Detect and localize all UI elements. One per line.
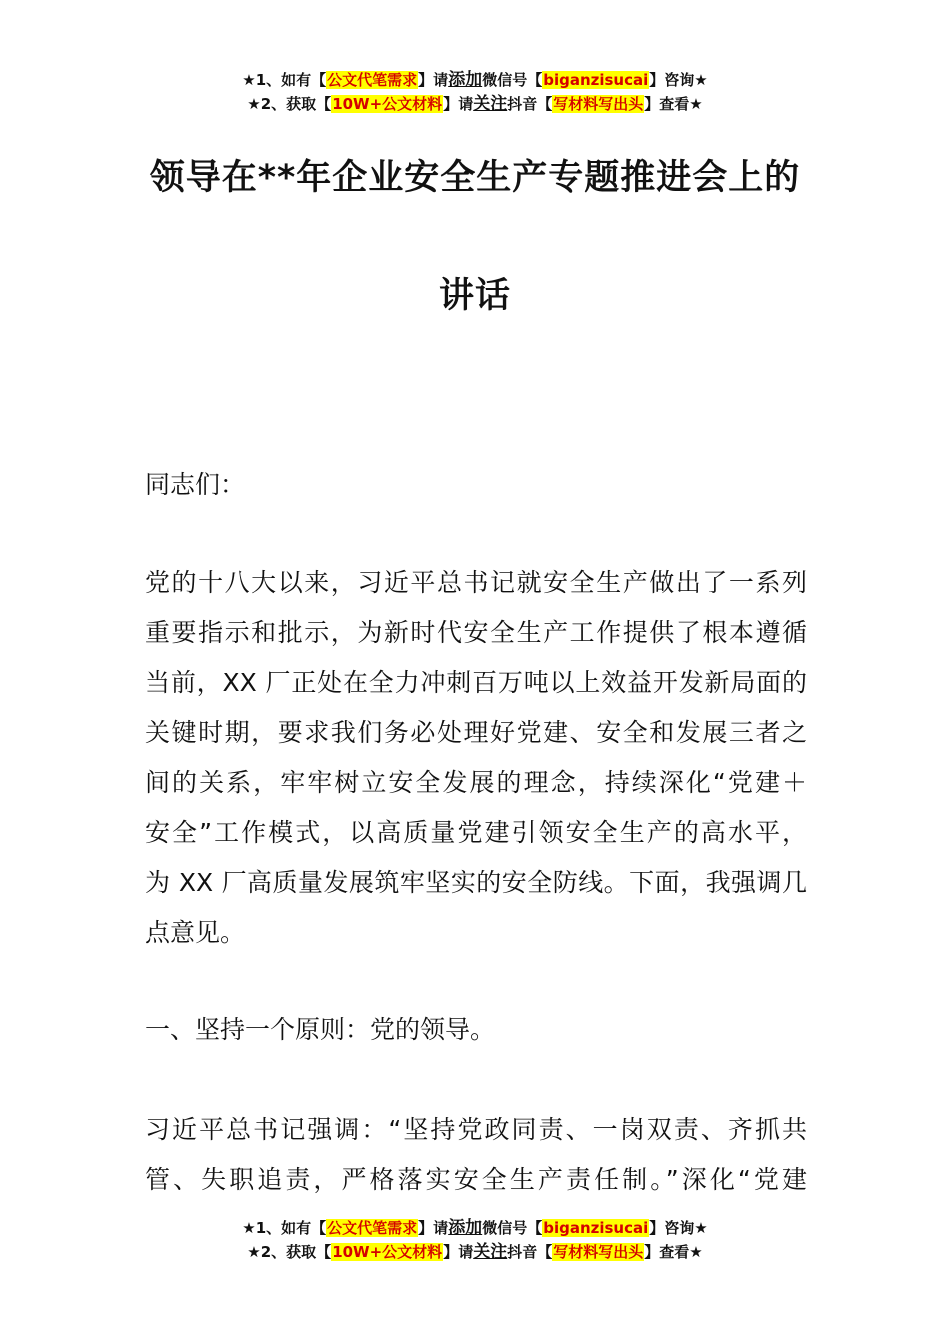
material-highlight: 10W+公文材料 (332, 95, 443, 113)
text-line: 习近平总书记强调：“坚持党政同责、一岗双责、齐抓共 (145, 1115, 807, 1144)
text-line: 间的关系，牢牢树立安全发展的理念，持续深化“党建＋ (145, 768, 807, 797)
service-highlight: 公文代笔需求 (327, 1219, 418, 1237)
banner-line-1: ★1、如有【公文代笔需求】请添加微信号【biganzisucai】咨询★ (242, 70, 708, 90)
section-heading-1: 一、坚持一个原则：党的领导。 (145, 1015, 496, 1044)
paragraph-section-1 (145, 1105, 807, 1205)
wechat-id-highlight: biganzisucai (543, 71, 649, 89)
douyin-highlight: 写材料写出头 (553, 1243, 644, 1261)
text-line: 党的十八大以来，习近平总书记就安全生产做出了一系列 (145, 568, 807, 597)
wechat-id-highlight: biganzisucai (543, 1219, 649, 1237)
paragraph-intro (145, 558, 807, 958)
banner-line-2: ★2、获取【10W+公文材料】请关注抖音【写材料写出头】查看★ (247, 94, 703, 114)
footer-banner (0, 1216, 950, 1264)
material-highlight: 10W+公文材料 (332, 1243, 443, 1261)
document-title-line-2: 讲话 (438, 276, 511, 316)
text-line: 重要指示和批示，为新时代安全生产工作提供了根本遵循 (145, 618, 807, 647)
banner-line-1: ★1、如有【公文代笔需求】请添加微信号【biganzisucai】咨询★ (242, 1218, 708, 1238)
service-highlight: 公文代笔需求 (327, 71, 418, 89)
banner-line-2: ★2、获取【10W+公文材料】请关注抖音【写材料写出头】查看★ (247, 1242, 703, 1262)
header-banner (0, 68, 950, 116)
salutation: 同志们： (145, 470, 246, 499)
text-line: 管、失职追责，严格落实安全生产责任制。”深化“党建 (145, 1165, 807, 1194)
text-line: 为 XX 厂高质量发展筑牢坚实的安全防线。下面，我强调几 (145, 868, 807, 897)
text-line: 安全”工作模式，以高质量党建引领安全生产的高水平， (145, 818, 807, 847)
text-line: 点意见。 (145, 918, 246, 947)
text-line: 当前，XX 厂正处在全力冲刺百万吨以上效益开发新局面的 (145, 668, 807, 697)
text-line: 关键时期，要求我们务必处理好党建、安全和发展三者之 (145, 718, 807, 747)
document-title-line-1: 领导在**年企业安全生产专题推进会上的 (149, 158, 801, 198)
douyin-highlight: 写材料写出头 (553, 95, 644, 113)
